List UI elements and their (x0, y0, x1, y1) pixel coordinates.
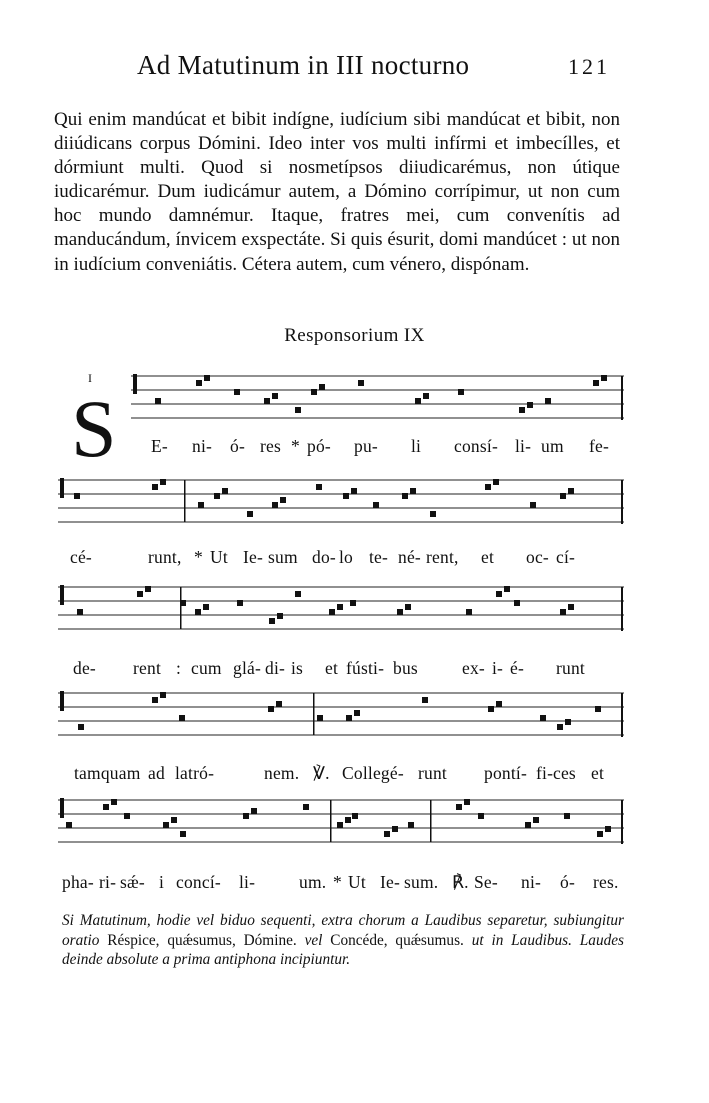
bar-line (184, 480, 186, 522)
neume-note (530, 502, 536, 508)
neume-note (234, 389, 240, 395)
neume-note (180, 600, 186, 606)
rubric-instruction (62, 911, 624, 970)
neume-note (384, 831, 390, 837)
neume-note (568, 488, 574, 494)
bar-line (621, 480, 623, 524)
bar-line (430, 800, 432, 842)
lyric-syllable: um. (299, 872, 327, 892)
bar-line (621, 800, 623, 844)
neume-note (251, 808, 257, 814)
neume-note (354, 710, 360, 716)
lyric-syllable: ℟. (452, 872, 469, 892)
neume-note (303, 804, 309, 810)
neume-note (152, 697, 158, 703)
lyric-syllable: né- (398, 547, 421, 567)
neume-note (478, 813, 484, 819)
chant-staff (58, 689, 624, 749)
do-clef (60, 798, 64, 818)
neume-note (180, 831, 186, 837)
neume-note (66, 822, 72, 828)
neume-note (277, 613, 283, 619)
neume-note (145, 586, 151, 592)
neume-note (410, 488, 416, 494)
lyric-syllable: E- (151, 436, 168, 456)
neume-note (346, 715, 352, 721)
neume-note (237, 600, 243, 606)
lyric-syllable: Ut (210, 547, 228, 567)
bar-line (621, 693, 623, 737)
mode-number: I (88, 371, 92, 385)
neume-note (137, 591, 143, 597)
neume-note (402, 493, 408, 499)
neume-note (171, 817, 177, 823)
neume-note (533, 817, 539, 823)
lyric-syllable: ad (148, 763, 165, 783)
neume-note (317, 715, 323, 721)
lyric-syllable: bus (393, 658, 418, 678)
lyric-syllable: runt (418, 763, 447, 783)
lyric-syllable: tamquam (74, 763, 141, 783)
neume-note (415, 398, 421, 404)
bar-line (621, 376, 623, 420)
neume-note (160, 692, 166, 698)
lyric-syllable: li (411, 436, 422, 456)
neume-note (540, 715, 546, 721)
do-clef (60, 691, 64, 711)
neume-note (350, 600, 356, 606)
lyric-syllable: latró- (175, 763, 215, 783)
neume-note (430, 511, 436, 517)
neume-note (74, 493, 80, 499)
lyric-syllable: concí- (176, 872, 221, 892)
neume-note (214, 493, 220, 499)
neume-note (488, 706, 494, 712)
neume-note (152, 484, 158, 490)
lyric-syllable: pontí- (484, 763, 528, 783)
chant-staff (131, 372, 624, 432)
neume-note (597, 831, 603, 837)
lyric-syllable: et (591, 763, 605, 783)
lyric-syllable: pha- (62, 872, 94, 892)
neume-note (204, 375, 210, 381)
neume-note (203, 604, 209, 610)
neume-note (557, 724, 563, 730)
lyric-syllable: Ut (348, 872, 366, 892)
lyric-syllable: * (291, 436, 300, 456)
neume-note (525, 822, 531, 828)
neume-note (243, 813, 249, 819)
lyric-syllable: Ie- (243, 547, 264, 567)
lyric-syllable: i- (492, 658, 504, 678)
neume-note (527, 402, 533, 408)
lyric-syllable: de- (73, 658, 96, 678)
neume-note (358, 380, 364, 386)
lyric-syllable: sum. (404, 872, 439, 892)
neume-note (560, 493, 566, 499)
neume-note (311, 389, 317, 395)
neume-note (316, 484, 322, 490)
lyric-syllable: Se- (474, 872, 498, 892)
lyric-syllable: et (325, 658, 339, 678)
lyric-syllable: lo (339, 547, 354, 567)
lyric-syllable: ri- (99, 872, 117, 892)
neume-note (111, 799, 117, 805)
neume-note (352, 813, 358, 819)
lyric-syllable: ni- (192, 436, 213, 456)
chant-staff (58, 796, 624, 856)
bar-line (330, 800, 332, 842)
neume-note (163, 822, 169, 828)
neume-note (198, 502, 204, 508)
page-number: 121 (568, 54, 610, 79)
prayer-incipit: Concéde, quǽsumus. (330, 931, 464, 949)
neume-note (545, 398, 551, 404)
neume-note (222, 488, 228, 494)
lyric-syllable: cé- (70, 547, 92, 567)
neume-note (268, 706, 274, 712)
neume-note (405, 604, 411, 610)
bar-line (313, 693, 315, 735)
lyric-syllable: oc- (526, 547, 549, 567)
neume-note (295, 407, 301, 413)
lyric-syllable: et (481, 547, 495, 567)
lyric-syllable: um (541, 436, 564, 456)
neume-note (103, 804, 109, 810)
lyric-syllable: rent, (426, 547, 459, 567)
neume-note (423, 393, 429, 399)
neume-note (464, 799, 470, 805)
lyric-syllable: runt (556, 658, 585, 678)
lyric-syllable: * (333, 872, 342, 892)
neume-note (179, 715, 185, 721)
neume-note (605, 826, 611, 832)
lyric-syllable: di- (265, 658, 286, 678)
neume-note (272, 393, 278, 399)
neume-note (422, 697, 428, 703)
neume-note (392, 826, 398, 832)
neume-note (124, 813, 130, 819)
lyric-syllable: fe- (589, 436, 610, 456)
lyric-syllable: * (194, 547, 203, 567)
chant-staff (58, 476, 624, 536)
lyric-syllable: é- (510, 658, 524, 678)
lyric-syllable: rent (133, 658, 162, 678)
lesson-reading: Qui enim mandúcat et bibit indígne, iudícium sibi mandúcat et bibit, non diiúdicans corpus Dómini. Ideo inter vos multi infírmi et imbecílles, et dórmiunt multi. Quod si nosmetípsos diiudicarémus, non útique iudicarémur. Dum iudicámur autem, a Dómino corrípimur, ut non cum hoc mundo damnémur. Itaque, fratres mei, cum convenítis ad manducándum, ínvicem exspectáte. Si quis ésurit, domi mandúcet : ut non in iudícium conveniátis. Cétera autem, cum vénero, dispónam. (54, 109, 620, 275)
lyric-syllable: glá- (233, 658, 262, 678)
lyric-syllable: : (176, 658, 182, 678)
lyric-syllable: ces (553, 763, 576, 783)
lyric-syllable: sum (268, 547, 298, 567)
neume-note (77, 609, 83, 615)
neume-note (276, 701, 282, 707)
lyric-syllable: is (291, 658, 304, 678)
running-title: Ad Matutinum in III nocturno (137, 50, 470, 80)
neume-note (78, 724, 84, 730)
neume-note (397, 609, 403, 615)
neume-note (280, 497, 286, 503)
rubric-text: ut in Laudibus. Laudes deinde absolute a prima antiphona incipiuntur. (62, 931, 624, 968)
neume-note (337, 822, 343, 828)
neume-note (408, 822, 414, 828)
lyric-syllable: do- (312, 547, 336, 567)
neume-note (329, 609, 335, 615)
lyric-syllable: nem. (264, 763, 300, 783)
neume-note (345, 817, 351, 823)
neume-note (519, 407, 525, 413)
neume-note (485, 484, 491, 490)
lyric-syllable: ó- (230, 436, 245, 456)
prayer-incipit: Réspice, quǽsumus, Dómine. (107, 931, 297, 949)
lyric-syllable: res. (593, 872, 619, 892)
lyric-syllable: fi- (536, 763, 554, 783)
neume-note (466, 609, 472, 615)
neume-note (155, 398, 161, 404)
rubric-text: Si Matutinum, hodie vel biduo sequenti, extra chorum a Laudibus separetur, subiungitur oratio (62, 912, 624, 949)
neume-note (269, 618, 275, 624)
neume-note (343, 493, 349, 499)
lyric-syllable: consí- (454, 436, 498, 456)
neume-note (351, 488, 357, 494)
do-clef (60, 585, 64, 605)
lyric-syllable: Collegé- (342, 763, 404, 783)
do-clef (133, 374, 137, 394)
neume-note (565, 719, 571, 725)
rubric-text: vel (304, 931, 323, 949)
lyric-syllable: cí- (556, 547, 576, 567)
neume-note (337, 604, 343, 610)
lyric-syllable: ex- (462, 658, 485, 678)
lyric-syllable: i (159, 872, 165, 892)
neume-note (564, 813, 570, 819)
lyric-syllable: pu- (354, 436, 378, 456)
lyric-syllable: cum (191, 658, 222, 678)
neume-note (295, 591, 301, 597)
neume-note (601, 375, 607, 381)
lyric-syllable: runt, (148, 547, 182, 567)
neume-note (247, 511, 253, 517)
neume-note (160, 479, 166, 485)
lyric-syllable: te- (369, 547, 389, 567)
lyric-syllable: li- (515, 436, 532, 456)
lyric-syllable: sǽ- (120, 872, 145, 892)
responsory-title: Responsorium IX (284, 325, 425, 346)
neume-note (458, 389, 464, 395)
neume-note (493, 479, 499, 485)
neume-note (195, 609, 201, 615)
neume-note (496, 591, 502, 597)
neume-note (560, 609, 566, 615)
neume-note (496, 701, 502, 707)
bar-line (621, 587, 623, 631)
lyric-syllable: pó- (307, 436, 331, 456)
do-clef (60, 478, 64, 498)
neume-note (196, 380, 202, 386)
page-header (0, 50, 709, 90)
neume-note (514, 600, 520, 606)
neume-note (595, 706, 601, 712)
neume-note (373, 502, 379, 508)
neume-note (504, 586, 510, 592)
lyric-syllable: li- (239, 872, 256, 892)
lyric-syllable: ó- (560, 872, 575, 892)
neume-note (593, 380, 599, 386)
lyric-syllable: res (260, 436, 282, 456)
chant-staff (58, 583, 624, 643)
neume-note (456, 804, 462, 810)
lyric-syllable: Ie- (380, 872, 401, 892)
lyric-syllable: fústi- (346, 658, 385, 678)
neume-note (264, 398, 270, 404)
neume-note (568, 604, 574, 610)
bar-line (180, 587, 182, 629)
lyric-syllable: ℣. (313, 763, 330, 783)
drop-cap-initial: S (71, 383, 117, 474)
neume-note (319, 384, 325, 390)
neume-note (272, 502, 278, 508)
lyric-syllable: ni- (521, 872, 542, 892)
